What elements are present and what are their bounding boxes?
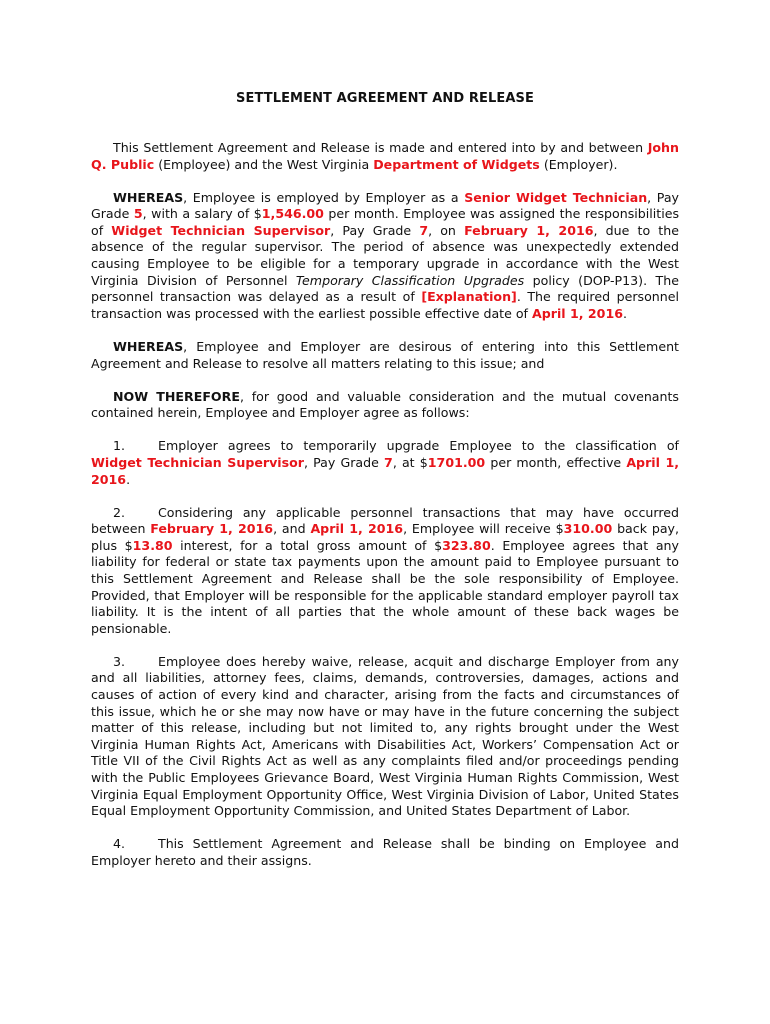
- whereas-text: , due to the absence of the regular supervisor. The period of absence was unexpectedly extended causing Employee to be eligible for a temporary upgrade in accordance with the West Virginia Division of Personnel: [91, 222, 679, 288]
- intro-text: (Employer).: [539, 156, 618, 172]
- clause-text: .: [126, 471, 131, 487]
- clause-text: , Employee will receive $: [403, 521, 564, 537]
- upgrade-grade: 7: [384, 454, 393, 470]
- period-end-date: April 1, 2016: [310, 521, 404, 537]
- back-pay-amount: 310.00: [563, 521, 613, 537]
- document-title: SETTLEMENT AGREEMENT AND RELEASE: [236, 91, 534, 106]
- salary: 1,546.00: [261, 206, 324, 222]
- whereas-text: , Employee is employed by Employer as a: [183, 189, 465, 205]
- effective-date: April 1, 2016: [532, 305, 623, 321]
- now-therefore-paragraph: [91, 389, 679, 422]
- upgrade-grade: 7: [419, 222, 429, 238]
- employee-name: John Q. Public: [91, 140, 679, 172]
- whereas-text: , Employee and Employer are desirous of entering into this Settlement Agreement and Release to resolve all matters relating to this issue; and: [91, 338, 679, 371]
- clause-text: , and: [273, 521, 311, 537]
- clause-number: 1.: [113, 438, 126, 454]
- whereas-keyword: WHEREAS: [113, 338, 184, 354]
- upgrade-effective-date: April 1, 2016: [91, 454, 679, 487]
- period-start-date: February 1, 2016: [150, 521, 274, 537]
- clause-4: [91, 836, 679, 869]
- department-name: Department of Widgets: [373, 156, 540, 172]
- clause-text: , at $: [392, 454, 428, 470]
- clause-2: [91, 505, 679, 638]
- whereas-paragraph-2: [91, 339, 679, 372]
- explanation-placeholder: [Explanation]: [421, 289, 517, 305]
- start-date: February 1, 2016: [464, 222, 594, 238]
- whereas-text: policy (DOP-P13). The personnel transaction was delayed as a result of: [91, 272, 679, 305]
- clause-text: Employer agrees to temporarily upgrade Employee to the classification of: [158, 438, 679, 454]
- total-gross-amount: 323.80: [442, 537, 491, 553]
- clause-text: , Pay Grade: [303, 454, 385, 470]
- pay-grade: 5: [133, 206, 143, 222]
- clause-text: This Settlement Agreement and Release shall be binding on Employee and Employer hereto and their assigns.: [91, 836, 679, 868]
- intro-paragraph: [91, 140, 679, 173]
- whereas-text: per month. Employee was assigned the responsibilities of: [91, 206, 680, 238]
- whereas-text: .: [622, 305, 627, 321]
- intro-text: (Employee) and the West Virginia: [154, 156, 374, 172]
- intro-text: This Settlement Agreement and Release is made and entered into by and between: [113, 140, 648, 155]
- clause-text: Employee does hereby waive, release, acquit and discharge Employer from any and all liabilities, attorney fees, claims, demands, controversies, damages, actions and causes of action of every kind and character, arising from the facts and circumstances of this issue, which he or she may now have or may have in the future concerning the subject matter of this release, including but not limited to, any rights brought under the West Virginia Human Rights Act, Americans with Disabilities Act, Workers’ Compensation Act or Title VII of the Civil Rights Act as well as any complaints filed and/or proceedings pending with the Public Employees Grievance Board, West Virginia Human Rights Commission, West Virginia Equal Employment Opportunity Office, West Virginia Division of Labor, United States Equal Employment Opportunity Commission, and United States Department of Labor.: [91, 653, 679, 819]
- upgrade-salary: 1701.00: [427, 454, 486, 470]
- now-therefore-keyword: NOW THEREFORE: [113, 388, 240, 404]
- interest-amount: 13.80: [132, 537, 173, 553]
- clause-text: Considering any applicable personnel transactions that may have occurred between: [91, 504, 679, 537]
- whereas-text: , with a salary of $: [142, 206, 262, 222]
- whereas-text: , Pay Grade: [330, 222, 420, 238]
- now-therefore-text: , for good and valuable consideration and the mutual covenants contained herein, Employee and Employer agree as follows:: [91, 388, 679, 421]
- policy-name: Temporary Classification Upgrades: [295, 272, 525, 288]
- clause-number: 4.: [113, 836, 126, 852]
- clause-1: [91, 438, 679, 488]
- whereas-paragraph-1: [91, 190, 679, 323]
- clause-text: . Employee agrees that any liability for federal or state tax payments upon the amount paid to Employee pursuant to this Settlement Agreement and Release shall be the sole responsibility of Employee. Provided, that Employer will be responsible for the applicable standard employer payroll tax liability. It is the intent of all parties that the whole amount of these back wages be pensionable.: [91, 537, 679, 636]
- clause-text: interest, for a total gross amount of $: [172, 537, 443, 553]
- employee-position: Senior Widget Technician: [464, 189, 648, 205]
- clause-number: 2.: [113, 504, 126, 520]
- whereas-text: , Pay Grade: [91, 189, 679, 222]
- document-body: [91, 140, 679, 886]
- whereas-keyword: WHEREAS: [113, 189, 184, 205]
- whereas-text: . The required personnel transaction was processed with the earliest possible effective date of: [91, 289, 680, 321]
- clause-3: [91, 654, 679, 820]
- clause-number: 3.: [113, 653, 126, 669]
- clause-text: per month, effective: [485, 454, 627, 470]
- upgrade-position: Widget Technician Supervisor: [111, 222, 331, 238]
- upgrade-classification: Widget Technician Supervisor: [91, 454, 304, 470]
- clause-text: back pay, plus $: [91, 521, 679, 553]
- whereas-text: , on: [428, 222, 465, 238]
